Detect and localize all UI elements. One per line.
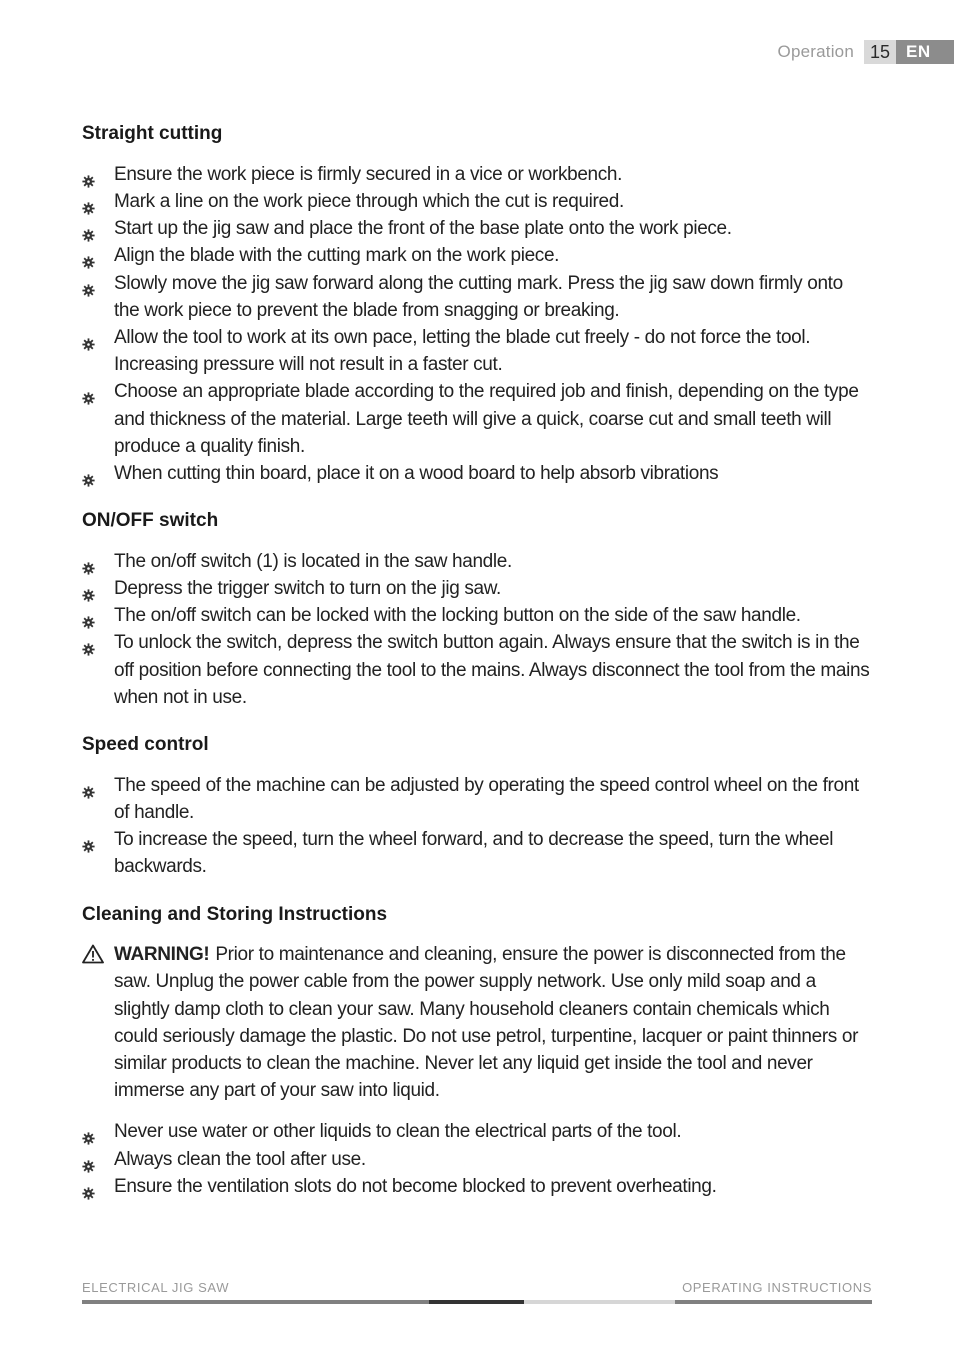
gear-bullet-icon	[82, 583, 95, 596]
gear-bullet-icon	[82, 468, 95, 481]
warning-triangle-icon	[82, 944, 104, 964]
gear-bullet-icon	[82, 637, 95, 650]
list-item: The on/off switch (1) is located in the saw handle.	[82, 548, 872, 575]
footer-product-name: ELECTRICAL JIG SAW	[82, 1280, 230, 1295]
gear-bullet-icon	[82, 332, 95, 345]
speed-control-list	[82, 772, 872, 881]
list-item: Depress the trigger switch to turn on the jig saw.	[82, 575, 872, 602]
gear-bullet-icon	[82, 278, 95, 291]
list-item: To unlock the switch, depress the switch button again. Always ensure that the switch is in the off position before connecting the tool to the mains. Always disconnect the tool from the mains when not in use.	[82, 629, 872, 711]
page-number: 15	[864, 40, 896, 64]
footer-document-type: OPERATING INSTRUCTIONS	[682, 1280, 872, 1295]
list-item: Mark a line on the work piece through which the cut is required.	[82, 188, 872, 215]
list-item: Allow the tool to work at its own pace, letting the blade cut freely - do not force the tool. Increasing pressure will not result in a faster cut.	[82, 324, 872, 378]
on-off-switch-list	[82, 548, 872, 711]
section-title-cleaning: Cleaning and Storing Instructions	[82, 903, 388, 925]
gear-bullet-icon	[82, 169, 95, 182]
gear-bullet-icon	[82, 780, 95, 793]
gear-bullet-icon	[82, 1126, 95, 1139]
footer-rule-segment	[524, 1300, 675, 1304]
warning-block	[82, 941, 872, 1104]
footer-rule-segment	[675, 1300, 872, 1304]
gear-bullet-icon	[82, 196, 95, 209]
list-item: Align the blade with the cutting mark on the work piece.	[82, 242, 872, 269]
gear-bullet-icon	[82, 834, 95, 847]
warning-text: Prior to maintenance and cleaning, ensure the power is disconnected from the saw. Unplug the power cable from the power supply network. Use only mild soap and a slightly damp cloth to clean your saw. Many household cleaners contain chemicals which could seriously damage the plastic. Do not use petrol, turpentine, lacquer or paint thinners or similar products to clean the machine. Never let any liquid get inside the tool and never immerse any part of your saw into liquid.	[114, 944, 859, 1102]
cleaning-list	[82, 1118, 872, 1200]
footer-rule-segment	[429, 1300, 524, 1304]
list-item: The on/off switch can be locked with the locking button on the side of the saw handle.	[82, 602, 872, 629]
list-item: Start up the jig saw and place the front of the base plate onto the work piece.	[82, 215, 872, 242]
gear-bullet-icon	[82, 250, 95, 263]
section-title-speed-control: Speed control	[82, 734, 209, 756]
list-item: Never use water or other liquids to clean the electrical parts of the tool.	[82, 1118, 872, 1145]
main-content	[82, 122, 872, 1222]
gear-bullet-icon	[82, 1181, 95, 1194]
header-section-title: Operation	[777, 42, 854, 61]
list-item: Slowly move the jig saw forward along the cutting mark. Press the jig saw down firmly onto the work piece to prevent the blade from snagging or breaking.	[82, 270, 872, 324]
footer-rule-segment	[82, 1300, 429, 1304]
gear-bullet-icon	[82, 386, 95, 399]
language-tab: EN	[896, 40, 954, 64]
gear-bullet-icon	[82, 1154, 95, 1167]
gear-bullet-icon	[82, 610, 95, 623]
gear-bullet-icon	[82, 223, 95, 236]
gear-bullet-icon	[82, 556, 95, 569]
list-item: Ensure the work piece is firmly secured in a vice or workbench.	[82, 161, 872, 188]
straight-cutting-list	[82, 161, 872, 487]
list-item: When cutting thin board, place it on a wood board to help absorb vibrations	[82, 460, 872, 487]
list-item: To increase the speed, turn the wheel forward, and to decrease the speed, turn the wheel backwards.	[82, 826, 872, 880]
list-item: Always clean the tool after use.	[82, 1146, 872, 1173]
list-item: Choose an appropriate blade according to the required job and finish, depending on the type and thickness of the material. Large teeth will give a quick, coarse cut and small teeth will produce a quality finish.	[82, 378, 872, 460]
warning-label: WARNING!	[114, 944, 210, 966]
section-title-on-off-switch: ON/OFF switch	[82, 510, 219, 532]
list-item: The speed of the machine can be adjusted by operating the speed control wheel on the front of handle.	[82, 772, 872, 826]
section-title-straight-cutting: Straight cutting	[82, 123, 223, 144]
list-item: Ensure the ventilation slots do not become blocked to prevent overheating.	[82, 1173, 872, 1200]
page-header	[778, 40, 954, 64]
